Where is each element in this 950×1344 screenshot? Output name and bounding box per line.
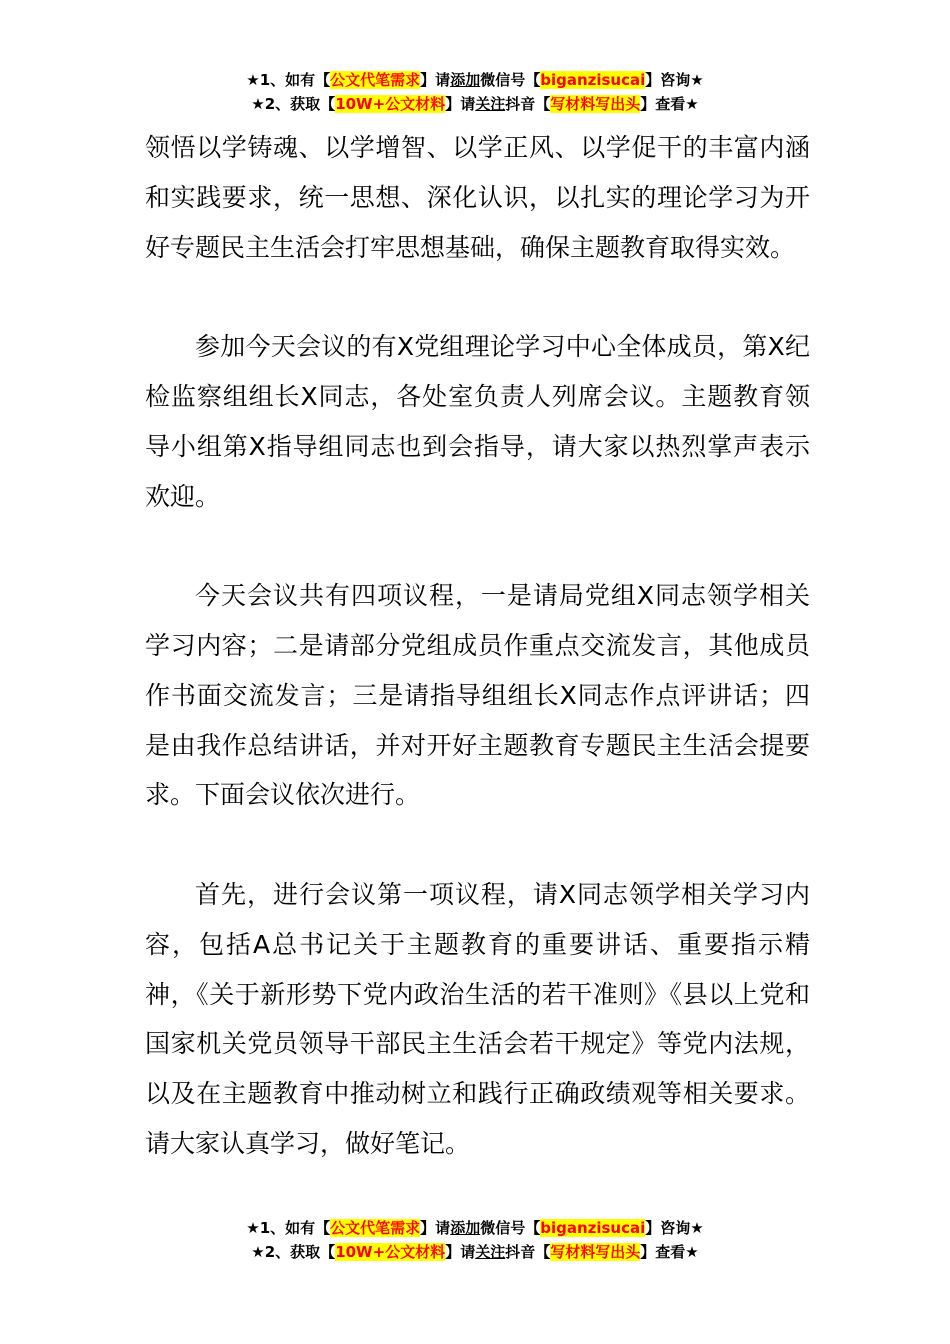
banner-text: ★1、如有【 [246, 71, 331, 89]
banner-text: 】咨询★ [645, 1219, 704, 1237]
banner-highlight: biganzisucai [540, 1219, 646, 1237]
banner-emphasis: 关注 [475, 95, 506, 113]
banner-text: 抖音【 [505, 1243, 551, 1261]
banner-line-2 [0, 92, 950, 116]
banner-highlight: 公文代笔需求 [330, 1219, 421, 1237]
banner-emphasis: 添加 [450, 1219, 481, 1237]
banner-text: ★1、如有【 [246, 1219, 331, 1237]
footer-banner [0, 1216, 950, 1264]
banner-text: ★2、获取【 [251, 95, 336, 113]
paragraph: 参加今天会议的有X党组理论学习中心全体成员，第X纪检监察组组长X同志，各处室负责人列席会议。主题教育领导小组第X指导组同志也到会指导，请大家以热烈掌声表示欢迎。 [145, 332, 810, 511]
paragraph: 今天会议共有四项议程，一是请局党组X同志领学相关学习内容；二是请部分党组成员作重点交流发言，其他成员作书面交流发言；三是请指导组组长X同志作点评讲话；四是由我作总结讲话，并对开好主题教育专题民主生活会提要求。下面会议依次进行。 [145, 581, 810, 810]
banner-text: 微信号【 [480, 71, 541, 89]
banner-highlight: 写材料写出头 [550, 95, 641, 113]
banner-text: 抖音【 [505, 95, 551, 113]
banner-emphasis: 关注 [475, 1243, 506, 1261]
banner-highlight: 10W+公文材料 [335, 1243, 446, 1261]
header-banner [0, 68, 950, 116]
banner-text: 】请 [445, 1243, 476, 1261]
banner-highlight: 10W+公文材料 [335, 95, 446, 113]
banner-text: 】请 [420, 71, 451, 89]
paragraph: 首先，进行会议第一项议程，请X同志领学相关学习内容，包括A总书记关于主题教育的重要讲话、重要指示精神，《关于新形势下党内政治生活的若干准则》《县以上党和国家机关党员领导干部民主生活会若干规定》等党内法规，以及在主题教育中推动树立和践行正确政绩观等相关要求。请大家认真学习，做好笔记。 [145, 879, 810, 1158]
banner-text: 】请 [445, 95, 476, 113]
banner-text: 】查看★ [640, 1243, 699, 1261]
banner-text: 】查看★ [640, 95, 699, 113]
banner-emphasis: 添加 [450, 71, 481, 89]
banner-line-1 [0, 1216, 950, 1240]
banner-text: 微信号【 [480, 1219, 541, 1237]
document-body [145, 123, 810, 1169]
banner-text: ★2、获取【 [251, 1243, 336, 1261]
banner-line-1 [0, 68, 950, 92]
banner-text: 】请 [420, 1219, 451, 1237]
paragraph: 领悟以学铸魂、以学增智、以学正风、以学促干的丰富内涵和实践要求，统一思想、深化认识，以扎实的理论学习为开好专题民主生活会打牢思想基础，确保主题教育取得实效。 [145, 133, 810, 262]
banner-line-2 [0, 1240, 950, 1264]
banner-text: 】咨询★ [645, 71, 704, 89]
banner-highlight: 公文代笔需求 [330, 71, 421, 89]
banner-highlight: biganzisucai [540, 71, 646, 89]
banner-highlight: 写材料写出头 [550, 1243, 641, 1261]
